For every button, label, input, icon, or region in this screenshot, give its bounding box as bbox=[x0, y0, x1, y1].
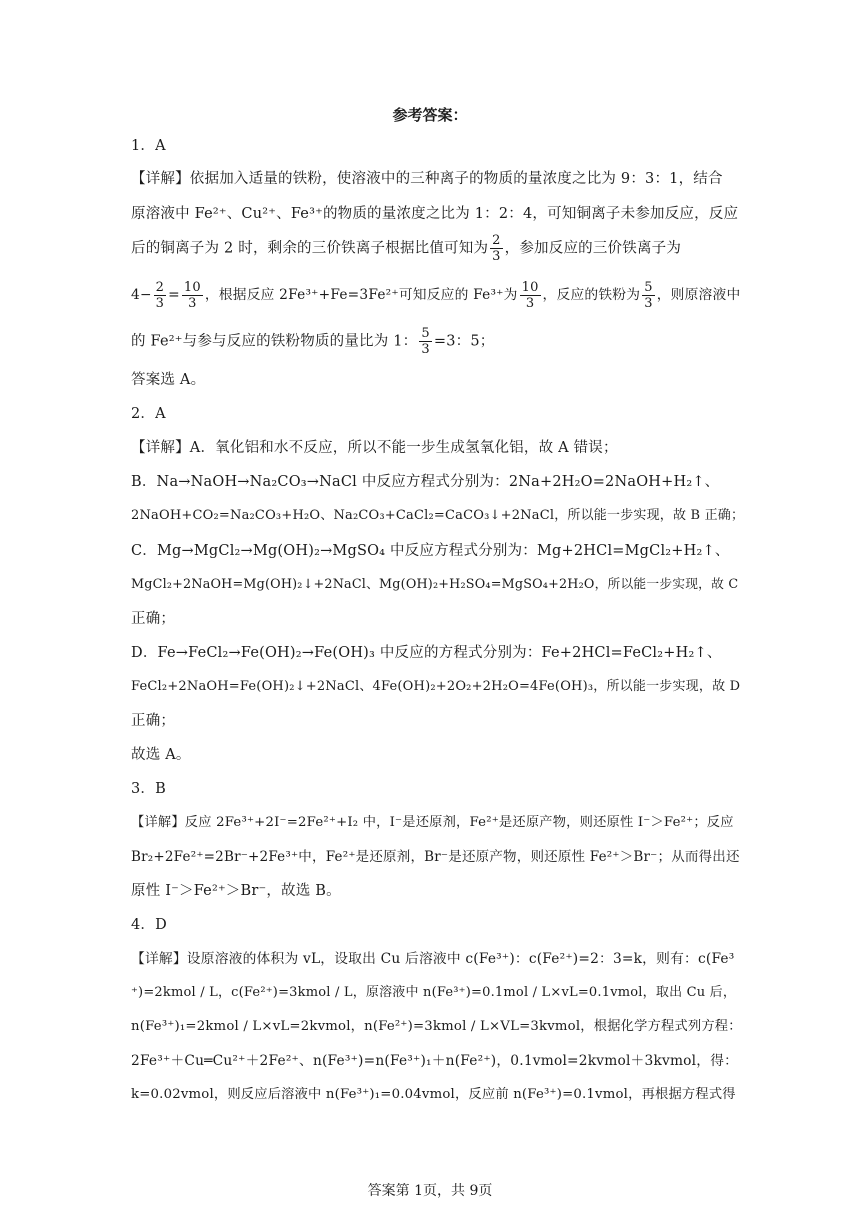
text-segment: = bbox=[168, 287, 180, 303]
explanation-line: 2Fe³⁺＋Cu═Cu²⁺＋2Fe²⁺、n(Fe³⁺)=n(Fe³⁺)₁＋n(Fe²⁺)，0.1vmol=2kvmol＋3kvmol，得： bbox=[131, 1053, 739, 1069]
explanation-line: 正确； bbox=[131, 713, 176, 729]
explanation-line: B．Na→NaOH→Na₂CO₃→NaCl 中反应方程式分别为：2Na+2H₂O=2NaOH+H₂↑、 bbox=[131, 474, 720, 490]
explanation-line: FeCl₂+2NaOH=Fe(OH)₂↓+2NaCl、4Fe(OH)₂+2O₂+2H₂O=4Fe(OH)₃，所以能一步实现，故 D bbox=[131, 679, 741, 694]
explanation-line: Br₂+2Fe²⁺=2Br⁻+2Fe³⁺中，Fe²⁺是还原剂，Br⁻是还原产物，则还原性 Fe²⁺＞Br⁻；从而得出还 bbox=[131, 849, 740, 865]
explanation-line: 【详解】A．氧化铝和水不反应，所以不能一步生成氢氧化铝，故 A 错误； bbox=[131, 440, 618, 456]
fraction-numerator: 10 bbox=[521, 280, 539, 295]
fraction bbox=[490, 233, 502, 264]
explanation-line: 【详解】设原溶液的体积为 vL，设取出 Cu 后溶液中 c(Fe³⁺)：c(Fe²⁺)=2：3=k，则有：c(Fe³ bbox=[131, 951, 735, 967]
fraction-denominator: 3 bbox=[525, 296, 535, 311]
fraction bbox=[182, 280, 203, 311]
answer-number-1: 1．A bbox=[131, 138, 166, 154]
text-segment: ，则原溶液中 bbox=[656, 287, 741, 303]
fraction-denominator: 3 bbox=[421, 342, 430, 357]
fraction-numerator: 10 bbox=[183, 280, 201, 295]
explanation-line: MgCl₂+2NaOH=Mg(OH)₂↓+2NaCl、Mg(OH)₂+H₂SO₄=MgSO₄+2H₂O，所以能一步实现，故 C bbox=[131, 577, 739, 592]
text-segment: 的 Fe²⁺与参与反应的铁粉物质的量比为 1： bbox=[131, 333, 418, 350]
explanation-line: 正确； bbox=[131, 611, 176, 627]
fraction-denominator: 3 bbox=[492, 249, 501, 264]
page-title: 参考答案： bbox=[392, 106, 468, 124]
fraction-numerator: 2 bbox=[155, 280, 165, 295]
fraction bbox=[642, 280, 654, 311]
explanation-line: D．Fe→FeCl₂→Fe(OH)₂→Fe(OH)₃ 中反应的方程式分别为：Fe+2HCl=FeCl₂+H₂↑、 bbox=[131, 645, 722, 661]
explanation-line: 【详解】反应 2Fe³⁺+2I⁻=2Fe²⁺+I₂ 中，I⁻是还原剂，Fe²⁺是还原产物，则还原性 I⁻＞Fe²⁺；反应 bbox=[131, 815, 734, 830]
explanation-line: n(Fe³⁺)₁=2kmol / L×vL=2kvmol，n(Fe²⁺)=3kmol / L×VL=3kvmol，根据化学方程式列方程： bbox=[131, 1019, 742, 1034]
explanation-line: ⁺)=2kmol / L，c(Fe²⁺)=3kmol / L，原溶液中 n(Fe³⁺)=0.1mol / L×vL=0.1vmol，取出 Cu 后， bbox=[131, 985, 737, 1000]
fraction-numerator: 5 bbox=[644, 280, 653, 295]
fraction-denominator: 3 bbox=[188, 296, 197, 311]
text-segment: 后的铜离子为 2 时，剩余的三价铁离子根据比值可知为 bbox=[131, 240, 489, 257]
text-segment: =3：5； bbox=[433, 333, 495, 350]
fraction-numerator: 2 bbox=[492, 233, 501, 248]
page-footer: 答案第 1页，共 9页 bbox=[367, 1183, 493, 1199]
explanation-line: 原溶液中 Fe²⁺、Cu²⁺、Fe³⁺的物质的量浓度之比为 1：2：4，可知铜离子未参加反应，反应 bbox=[131, 206, 739, 222]
explanation-line-with-fraction bbox=[131, 233, 743, 264]
explanation-line: C．Mg→MgCl₂→Mg(OH)₂→MgSO₄ 中反应方程式分别为：Mg+2HCl=MgCl₂+H₂↑、 bbox=[131, 543, 730, 559]
answer-number-2: 2．A bbox=[131, 406, 166, 422]
explanation-line: 原性 I⁻＞Fe²⁺＞Br⁻，故选 B。 bbox=[131, 883, 341, 899]
text-segment: ，参加反应的三价铁离子为 bbox=[504, 240, 682, 257]
explanation-line-with-fraction bbox=[131, 326, 743, 357]
answer-number-3: 3．B bbox=[131, 781, 166, 797]
fraction-numerator: 5 bbox=[421, 326, 430, 341]
fraction-denominator: 3 bbox=[155, 296, 165, 311]
fraction bbox=[419, 326, 431, 357]
fraction bbox=[154, 280, 166, 311]
explanation-line-with-fractions bbox=[131, 280, 743, 311]
fraction-denominator: 3 bbox=[644, 296, 653, 311]
text-segment: ，根据反应 2Fe³⁺+Fe=3Fe²⁺可知反应的 Fe³⁺为 bbox=[204, 287, 518, 303]
explanation-line: 2NaOH+CO₂=Na₂CO₃+H₂O、Na₂CO₃+CaCl₂=CaCO₃↓+2NaCl，所以能一步实现，故 B 正确； bbox=[131, 508, 745, 523]
answer-number-4: 4．D bbox=[131, 917, 167, 933]
explanation-line: 【详解】依据加入适量的铁粉，使溶液中的三种离子的物质的量浓度之比为 9：3：1，结合 bbox=[131, 171, 723, 187]
explanation-line: k=0.02vmol，则反应后溶液中 n(Fe³⁺)₁=0.04vmol，反应前 n(Fe³⁺)=0.1vmol，再根据方程式得 bbox=[131, 1087, 736, 1102]
answer-choice: 答案选 A。 bbox=[131, 372, 206, 388]
text-segment: ，反应的铁粉为 bbox=[542, 287, 641, 303]
fraction bbox=[520, 280, 541, 311]
text-segment: 4− bbox=[131, 287, 152, 303]
answer-choice: 故选 A。 bbox=[131, 747, 191, 763]
